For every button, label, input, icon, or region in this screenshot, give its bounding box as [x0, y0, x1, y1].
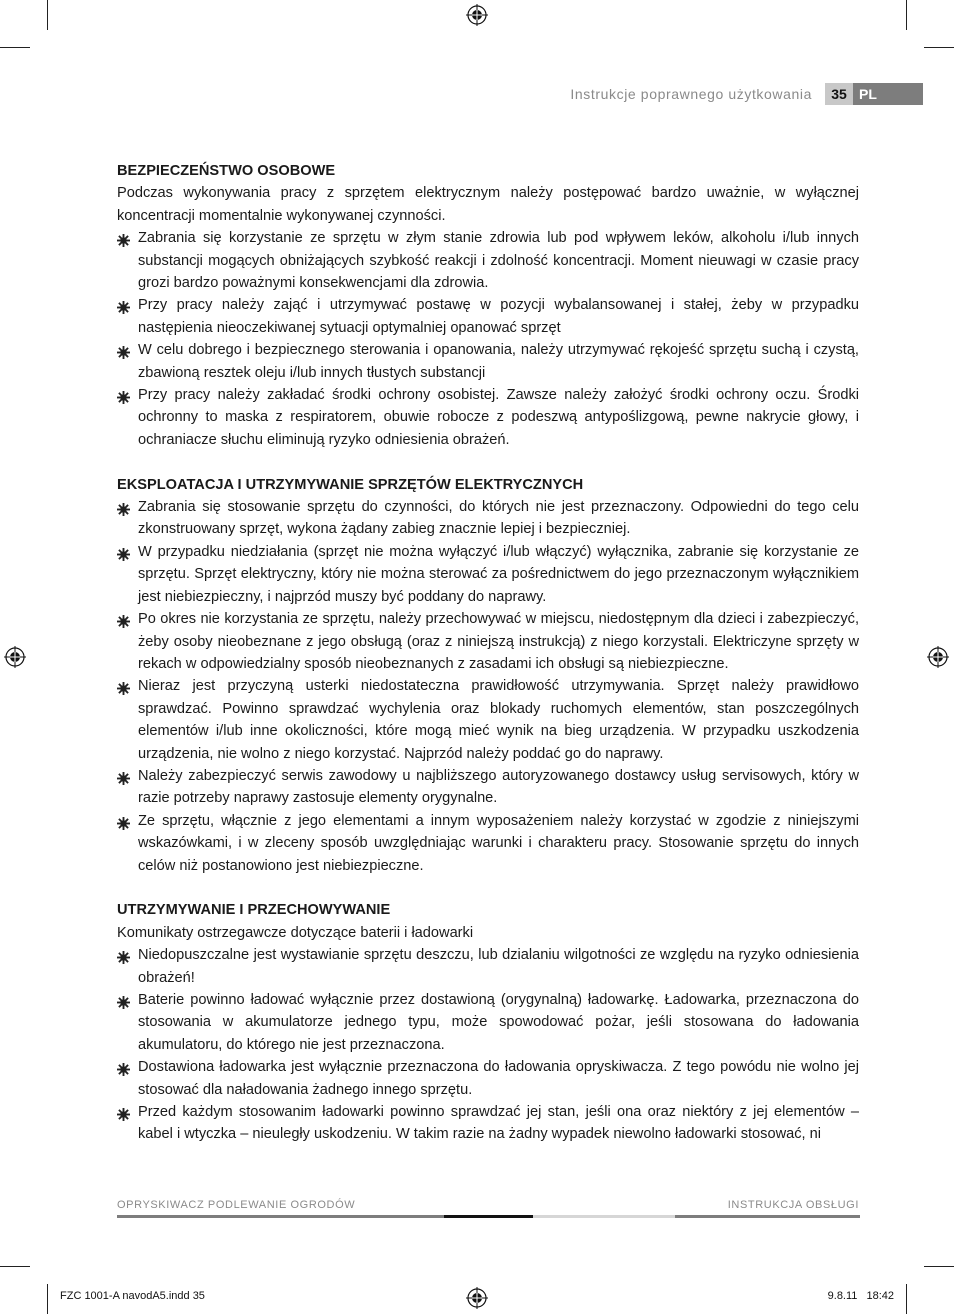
list-item [117, 989, 859, 1056]
flower-bullet-icon [117, 1061, 130, 1074]
footer-product-name: OPRYSKIWACZ PODLEWANIE OGRODÓW [117, 1199, 356, 1211]
list-item-text: Po okres nie korzystania ze sprzętu, należy przechowywać w miejscu, niedostępnym dla dzieci i zabezpieczyć, żeby osoby nieobeznane z jego obsługą (oraz z niniejszą instrukcją) z niego korzystali. Elektriczyne sprzęty w rekach w odpowiedzialny sposób nieobeznanych z zasadami ich obsługi są niebiezpieczne. [138, 611, 859, 672]
list-item [117, 496, 859, 541]
list-item [117, 294, 859, 339]
crop-mark [47, 1284, 48, 1314]
list-item-text: Niedopuszczalne jest wystawianie sprzętu deszczu, lub dzialaniu wilgotności ze względu na ryzyko odniesienia obrażeń! [138, 947, 859, 986]
footer-rule [444, 1215, 533, 1218]
list-item-text: W celu dobrego i bezpiecznego sterowania i opanowania, należy utrzymywać rękojeść sprzętu suchą i czystą, zbawioną resztek oleju i/lub innych tłustych substancji [138, 342, 859, 381]
flower-bullet-icon [117, 949, 130, 962]
flower-bullet-icon [117, 815, 130, 828]
registration-mark-icon [4, 646, 26, 668]
bullet-list [117, 227, 859, 451]
list-item-text: Dostawiona ładowarka jest wyłącznie przeznaczona do ładowania opryskiwacza. Z tego powódu nie wolno jej stosować dla naładowania żadnego innego sprzętu. [138, 1059, 859, 1098]
flower-bullet-icon [117, 994, 130, 1007]
section-intro: Komunikaty ostrzegawcze dotyczące baterii i ładowarki [117, 924, 474, 941]
list-item [117, 944, 859, 989]
list-item [117, 1101, 859, 1146]
list-item-text: Należy zabezpieczyć serwis zawodowy u najbliższego autoryzowanego dostawcy usług servisowych, który w razie potrzeby naprawy zastosuje elementy orygynalne. [138, 767, 859, 807]
list-item [117, 384, 859, 451]
crop-mark [0, 47, 30, 48]
list-item-text: Przy pracy należy zakładać środki ochrony osobistej. Zawsze należy założyć środki ochrony oczu. Środki ochronny to maska z respiratorem, obuwie robocze z podeszwą antypoślizgową, pewne nakrycie głowy, i ochraniacze słuchu eliminują ryzyko odniesienia obrażeń. [138, 387, 859, 448]
crop-mark [924, 47, 954, 48]
list-item [117, 810, 859, 877]
list-item-text: Przed każdym stosowanim ładowarki powinno sprawdzać jej stan, jeśli ona oraz niektóry z jej elementów – kabel i wtyczka – nieuległy uskodzeniu. W takim razie na żadny wypadek niewolno ładowarki stosować, ni [138, 1104, 859, 1143]
crop-mark [906, 1284, 907, 1314]
section-heading: BEZPIECZEŃSTWO OSOBOWE [117, 163, 336, 179]
list-item-text: W przypadku niedziałania (sprzęt nie można wyłączyć i/lub włączyć) wyłącznika, zabranie się korzystanie ze sprzętu. Sprzęt elektryczny, który nie można sterować za pośrednictwem do jego przeznaczonym wyłącznikiem jest niebiezpieczny, i najprzód muszy być poddany do naprawy. [138, 543, 859, 605]
list-item-text: Baterie powinno ładować wyłącznie przez dostawioną (orygynalną) ładowarkę. Ładowarka, przeznaczona do stosowania w akumulatorze jednego typu, może spowodować pożar, jeśli stosowana do ładowania akumulatoru, do którego nie jest przeznaczona. [138, 992, 859, 1053]
list-item-text: Nieraz jest przyczyną usterki niedostateczna prawidłowość utrzymywania. Sprzęt należy prawidłowo sprawdzać. Powinno sprawdzać wychylenia oraz blokady ruchomych elementów, stan poszczególnych elementów i/lub inne okoliczności, które mogą mieć wynik na bieg urządzenia. W przypadku uszkodzenia urządzenia, nie wolno z niego korzystać. Najprzód należy poddać go do naprawy. [138, 678, 859, 762]
document-body [117, 160, 859, 1146]
registration-mark-icon [466, 4, 488, 26]
crop-mark [924, 1266, 954, 1267]
footer-rule [117, 1215, 444, 1218]
footer-rule [675, 1215, 860, 1218]
footer-manual-label: INSTRUKCJA OBSŁUGI [727, 1199, 859, 1211]
flower-bullet-icon [117, 546, 130, 559]
flower-bullet-icon [117, 389, 130, 402]
list-item-text: Zabrania się korzystanie ze sprzętu w złym stanie zdrowia lub pod wpływem leków, alkoholu i/lub innych substancji mogących obniżających szybkość reakcji i zdolność koncentracji. Moment nieuwagi w czasie pracy grozi bardzo poważnymi konsekwencjami dla zdrowia. [138, 230, 859, 292]
list-item-text: Ze sprzętu, włącznie z jego elementami a innym wyposażeniem należy korzystać w zgodzie z niniejszymi wskazówkami, i w zleceny sposób uwzględniając warunki i charakteru pracy. Stosowanie sprzętu do innych celów niż postanowiono jest niebiezpieczne. [138, 812, 859, 874]
section-heading: UTRZYMYWANIE I PRZECHOWYWANIE [117, 902, 391, 919]
list-item [117, 675, 859, 765]
list-item [117, 227, 859, 294]
list-item [117, 339, 859, 384]
list-item [117, 765, 859, 810]
section-spacer [117, 451, 859, 473]
flower-bullet-icon [117, 680, 130, 693]
crop-mark [47, 0, 48, 30]
list-item-text: Przy pracy należy zająć i utrzymywać postawę w pozycji wybalansowanej i stałej, żeby w przypadku następienia nieoczekiwanej sytuacji optymalniej opanować sprzęt [138, 297, 859, 336]
page-number: 35 [825, 83, 853, 105]
crop-mark [0, 1266, 30, 1267]
flower-bullet-icon [117, 232, 130, 245]
list-item [117, 1056, 859, 1101]
footer-rule [533, 1215, 675, 1218]
flower-bullet-icon [117, 770, 130, 783]
registration-mark-icon [466, 1287, 488, 1309]
flower-bullet-icon [117, 1106, 130, 1119]
bullet-list [117, 496, 859, 877]
section-intro: Podczas wykonywania pracy z sprzętem elektrycznym należy postępować bardzo uważnie, w wyłącznej koncentracji momentalnie wykonywanej czynności. [117, 185, 859, 224]
print-slug-date: 9.8.11 18:42 [827, 1290, 894, 1302]
print-slug-file: FZC 1001-A navodA5.indd 35 [60, 1290, 205, 1302]
crop-mark [906, 0, 907, 30]
flower-bullet-icon [117, 613, 130, 626]
section-spacer [117, 877, 859, 899]
section-heading: EKSPLOATACJA I UTRZYMYWANIE SPRZĘTÓW ELEKTRYCZNYCH [117, 476, 584, 493]
list-item [117, 541, 859, 608]
registration-mark-icon [927, 646, 949, 668]
flower-bullet-icon [117, 299, 130, 312]
list-item-text: Zabrania się stosowanie sprzętu do czynności, do których nie jest przeznaczony. Odpowiedni do tego celu zkonstruowany sprzęt, wykona żądany zabieg znacznie lepiej i bezpieczniej. [138, 499, 859, 538]
page-badge [825, 83, 923, 105]
bullet-list [117, 944, 859, 1146]
flower-bullet-icon [117, 344, 130, 357]
language-code: PL [853, 83, 923, 105]
flower-bullet-icon [117, 501, 130, 514]
running-header-title: Instrukcje poprawnego użytkowania [570, 86, 812, 102]
list-item [117, 608, 859, 675]
